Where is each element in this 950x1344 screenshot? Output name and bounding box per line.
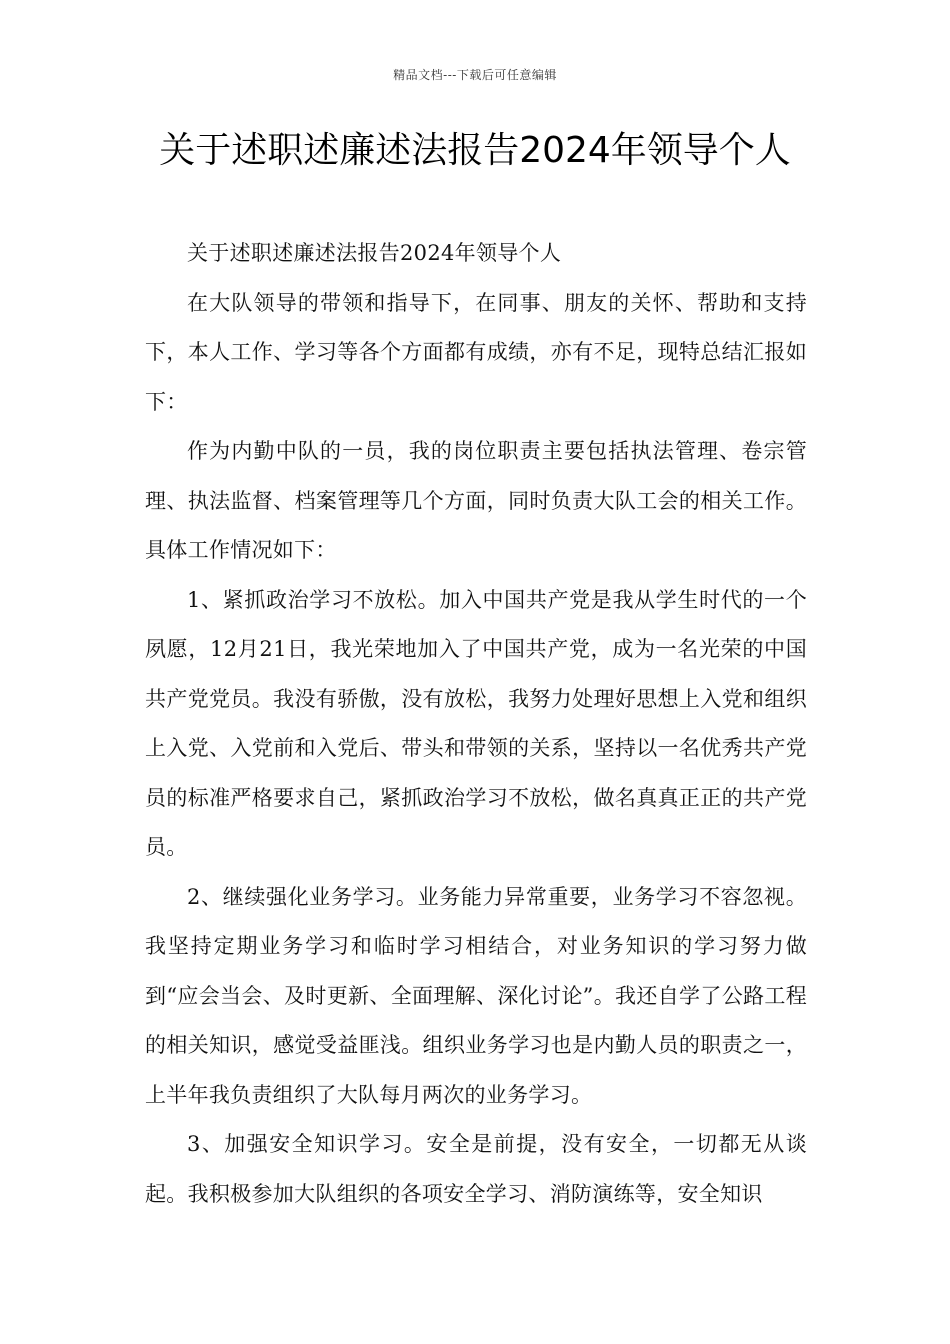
- paragraph-item-2: 2、继续强化业务学习。业务能力异常重要，业务学习不容忽视。我坚持定期业务学习和临时学习相结合，对业务知识的学习努力做到“应会当会、及时更新、全面理解、深化讨论”。我还自学了公路工程的相关知识，感觉受益匪浅。组织业务学习也是内勤人员的职责之一，上半年我负责组织了大队每月两次的业务学习。: [145, 884, 807, 1107]
- document-body: [145, 229, 807, 1219]
- paragraph-subtitle: 关于述职述廉述法报告2024年领导个人: [187, 241, 562, 265]
- paragraph-item-1: 1、紧抓政治学习不放松。加入中国共产党是我从学生时代的一个夙愿，12月21日，我光荣地加入了中国共产党，成为一名光荣的中国共产党党员。我没有骄傲，没有放松，我努力处理好思想上入党和组织上入党、入党前和入党后、带头和带领的关系，坚持以一名优秀共产党员的标准严格要求自己，紧抓政治学习不放松，做名真真正正的共产党员。: [145, 587, 807, 859]
- paragraph-duties: 作为内勤中队的一员，我的岗位职责主要包括执法管理、卷宗管理、执法监督、档案管理等几个方面，同时负责大队工会的相关工作。具体工作情况如下：: [145, 439, 807, 562]
- document-title: 关于述职述廉述法报告2024年领导个人: [159, 130, 791, 171]
- paragraph-intro: 在大队领导的带领和指导下，在同事、朋友的关怀、帮助和支持下，本人工作、学习等各个方面都有成绩，亦有不足，现特总结汇报如下：: [145, 290, 807, 414]
- header-note: 精品文档---下载后可任意编辑: [393, 68, 557, 82]
- paragraph-item-3: 3、加强安全知识学习。安全是前提，没有安全，一切都无从谈起。我积极参加大队组织的各项安全学习、消防演练等，安全知识: [145, 1132, 807, 1206]
